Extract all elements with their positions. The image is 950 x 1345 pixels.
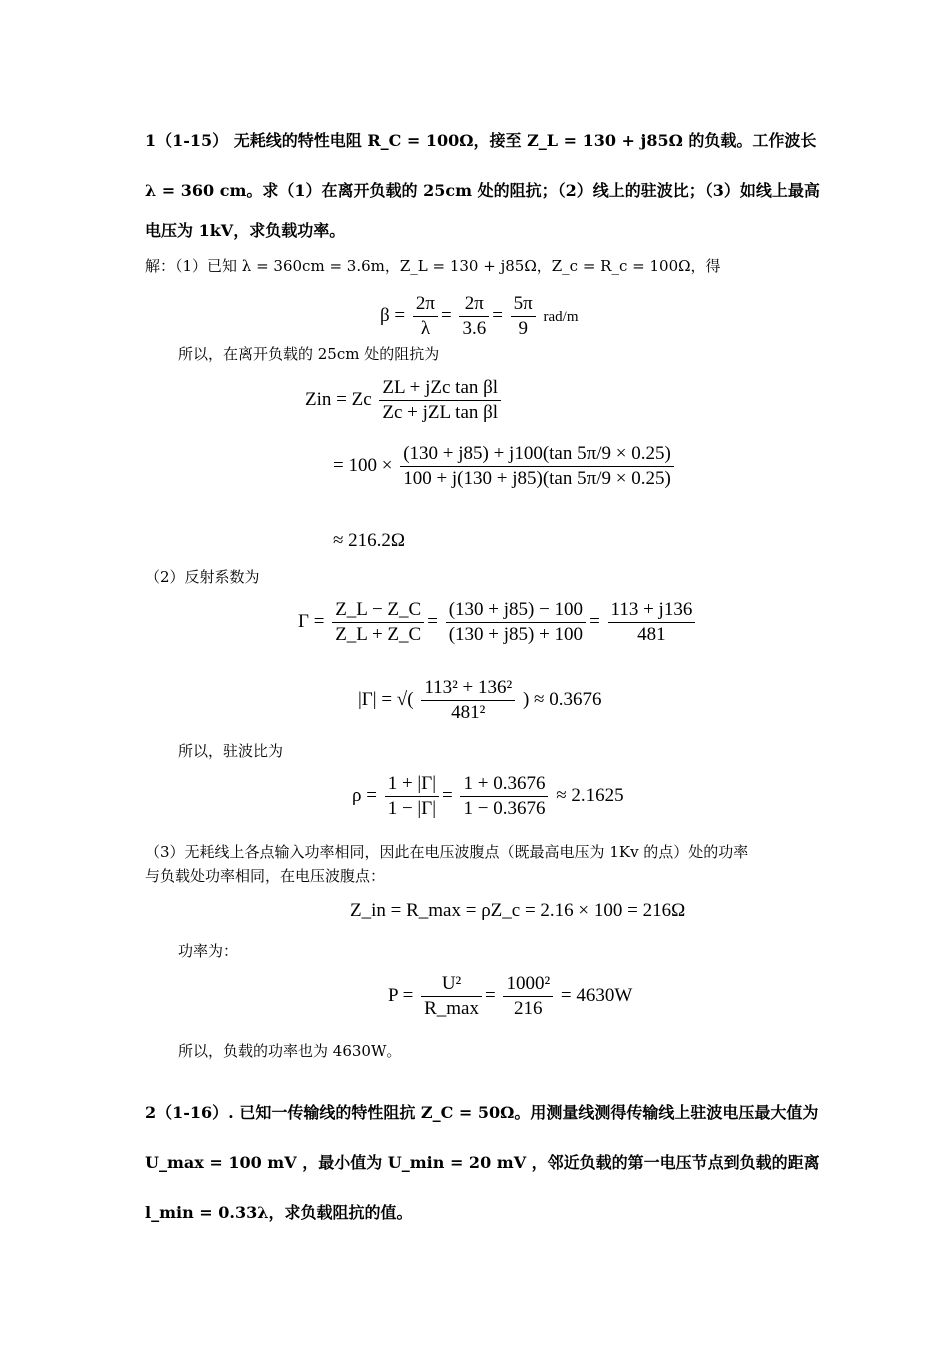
beta-fraction-3: $\frac{5\pi}{9}$ — [511, 292, 536, 341]
zin-formula: Zin = Zc $\frac{\text{ZL + jZc tan βl}}{\text{Zc + jZL tan βl}}$ — [305, 376, 504, 425]
gamma-fraction-1: $\frac{Z\_L - Z\_C}{Z\_L + Z\_C}$ — [332, 598, 424, 647]
problem1-header-line2: λ = 360 cm。求（1）在离开负载的 25cm 处的阻抗；（2）线上的驻波比；（3）如线上最高 — [145, 181, 820, 200]
beta-lhs: β = — [380, 304, 406, 326]
power-fraction-2: $\frac{\text{1000²}}{216}$ — [503, 972, 553, 1021]
abs-gamma-equation: |Γ| = √( $\frac{\text{113² + 136²}}{\text{481²}}$ ) ≈ 0.3676 — [358, 677, 602, 723]
problem2-line3: l_min = 0.33λ，求负载阻抗的值。 — [145, 1203, 413, 1222]
beta-fraction-1: $\frac{2\pi}{\lambda}$ — [413, 292, 438, 341]
problem1-header: 1（1-15） 无耗线的特性电阻 R_C = 100Ω，接至 Z_L = 130 + j85Ω 的负载。工作波长 — [145, 131, 817, 150]
problem2-line2: U_max = 100 mV ，最小值为 U_min = 20 mV ，邻近负载的第一电压节点到负载的距离 — [145, 1153, 820, 1172]
gamma-fraction-2: $\frac{(130 + j85) - 100}{(130 + j85) + 100}$ — [446, 598, 586, 647]
part3-line1: （3）无耗线上各点输入功率相同，因此在电压波腹点（既最高电压为 1Kv 的点）处的功率 — [145, 843, 749, 861]
beta-equation: β = $\frac{2\pi}{\lambda}$ = $\frac{2\pi}{3.6}$ = $\frac{5\pi}{9}$ rad/m — [380, 293, 579, 339]
part2-label: （2）反射系数为 — [145, 568, 260, 586]
beta-fraction-2: $\frac{2\pi}{3.6}$ — [459, 292, 489, 341]
gamma-equation: Γ = $\frac{Z\_L - Z\_C}{Z\_L + Z\_C}$ = $\frac{(130 + j85) - 100}{(130 + j85) + 100}$ = $\frac{113 + j136}{481}$ — [298, 598, 698, 647]
problem2-line1: 2（1-16）. 已知一传输线的特性阻抗 Z_C = 50Ω。用测量线测得传输线上驻波电压最大值为 — [145, 1103, 819, 1122]
abs-gamma-fraction: $\frac{\text{113² + 136²}}{\text{481²}}$ — [421, 676, 515, 725]
gamma-fraction-3: $\frac{113 + j136}{481}$ — [608, 598, 696, 647]
zmax-equation: Z_in = R_max = ρZ_c = 2.16 × 100 = 216Ω — [350, 900, 686, 921]
power-fraction-1: $\frac{\text{U²}}{R\_\max}$ — [421, 972, 482, 1021]
impedance-text: 所以，在离开负载的 25cm 处的阻抗为 — [178, 345, 440, 363]
zin-substituted-fraction: $\frac{(130 + j85) + j100(\tan 5\pi/9 \times 0.25)}{100 + j(130 + j85)(\tan 5\pi/9 \times 0.25)}$ — [400, 442, 674, 491]
power-equation: P = $\frac{\text{U²}}{R\_\max}$ = $\frac{\text{1000²}}{216}$ = 4630W — [388, 973, 633, 1019]
problem1-header-line3: 电压为 1kV，求负载功率。 — [145, 221, 346, 240]
conclusion: 所以，负载的功率也为 4630W。 — [178, 1042, 402, 1060]
part3-line2: 与负载处功率相同，在电压波腹点： — [145, 867, 386, 885]
rho-equation: ρ = $\frac{1 + |\Gamma|}{1 - |\Gamma|}$ = $\frac{1 + 0.3676}{1 - 0.3676}$ ≈ 2.1625 — [352, 773, 624, 819]
power-label: 功率为： — [178, 942, 239, 960]
solution-intro: 解：（1）已知 λ = 360cm = 3.6m，Z_L = 130 + j85Ω，Z_c = R_c = 100Ω，得 — [145, 257, 721, 275]
beta-unit: rad/m — [543, 308, 579, 325]
rho-fraction-1: $\frac{1 + |\Gamma|}{1 - |\Gamma|}$ — [385, 772, 439, 821]
rho-fraction-2: $\frac{1 + 0.3676}{1 - 0.3676}$ — [460, 772, 548, 821]
zin-substituted: = 100 × $\frac{(130 + j85) + j100(\tan 5\pi/9 \times 0.25)}{100 + j(130 + j85)(\tan 5\pi/9 \times 0.25)}$ — [333, 442, 677, 491]
vswr-text: 所以，驻波比为 — [178, 742, 284, 760]
zin-fraction: $\frac{\text{ZL + jZc tan βl}}{\text{Zc + jZL tan βl}}$ — [379, 376, 501, 425]
zin-result: ≈ 216.2Ω — [333, 530, 406, 551]
